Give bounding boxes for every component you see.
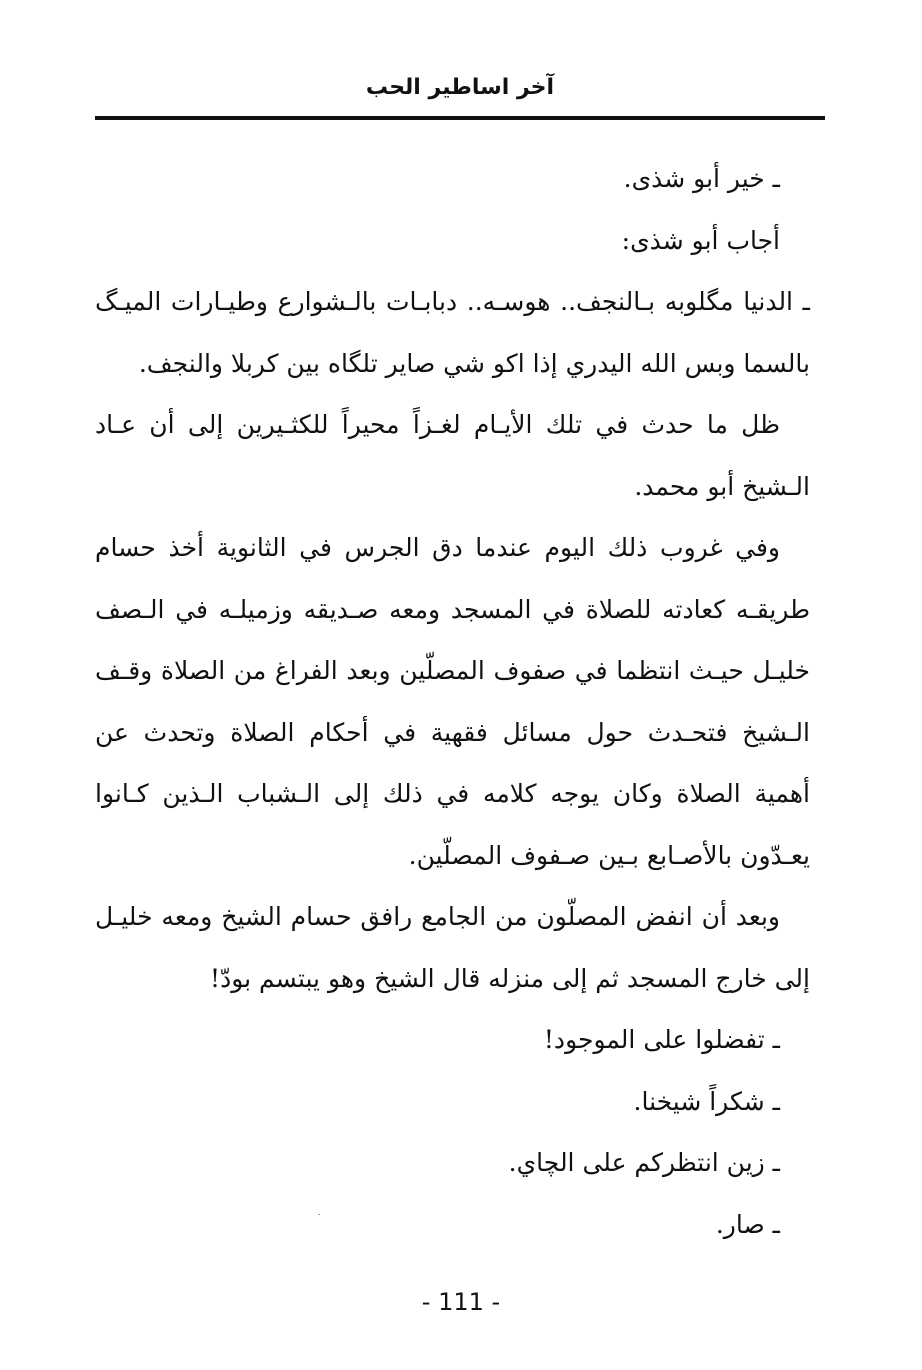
paragraph-dialogue-2: ـ الدنيا مگلوبه بـالنجف.. هوسـه.. دبابـات بالـشوارع وطيـارات الميـگ بالسما وبس الله اليدري إذا اكو شي صاير تلگاه بين كربلا والنجف. [95, 287, 810, 378]
paragraph-narration-2: ظل ما حدث في تلك الأيـام لغـزاً محيراً للكثـيرين إلى أن عـاد الـشيخ أبو محمد. [95, 410, 810, 501]
scan-speck [318, 1214, 320, 1215]
page-number: - 111 - [421, 1288, 501, 1316]
paragraph-narration-1: أجاب أبو شذى: [621, 225, 780, 255]
paragraph-narration-3: وفي غروب ذلك اليوم عندما دق الجرس في الثانوية أخذ حسام طريقـه كعادته للصلاة في المسجد ومعه صـديقه وزميلـه في الـصف خليـل حيـث انتظما في صفوف المصلّين وبعد الفراغ من الصلاة وقـف الـشيخ فتحـدث حول مسائل فقهية في أحكام الصلاة وتحدث عن أهمية الصلاة وكان يوجه كلامه في ذلك إلى الـشباب الـذين كـانوا يعـدّون بالأصـابع بـين صـفوف المصلّين. [95, 533, 810, 870]
paragraph-dialogue-1: ـ خير أبو شذى. [623, 164, 780, 193]
paragraph-dialogue-3: ـ تفضلوا على الموجود! [543, 1025, 780, 1054]
paragraph-dialogue-6: ـ صار. [715, 1209, 780, 1239]
paragraph-narration-4: وبعد أن انفض المصلّون من الجامع رافق حسام الشيخ ومعه خليـل إلى خارج المسجد ثم إلى منزله قال الشيخ وهو يبتسم بودّ! [95, 902, 810, 993]
paragraph-dialogue-5: ـ زين انتظركم على الچاي. [508, 1148, 780, 1177]
paragraph-dialogue-4: ـ شكراً شيخنا. [633, 1086, 780, 1116]
header-rule [95, 116, 825, 120]
body-text [95, 148, 810, 1255]
running-header: آخر اساطير الحب [365, 75, 555, 100]
